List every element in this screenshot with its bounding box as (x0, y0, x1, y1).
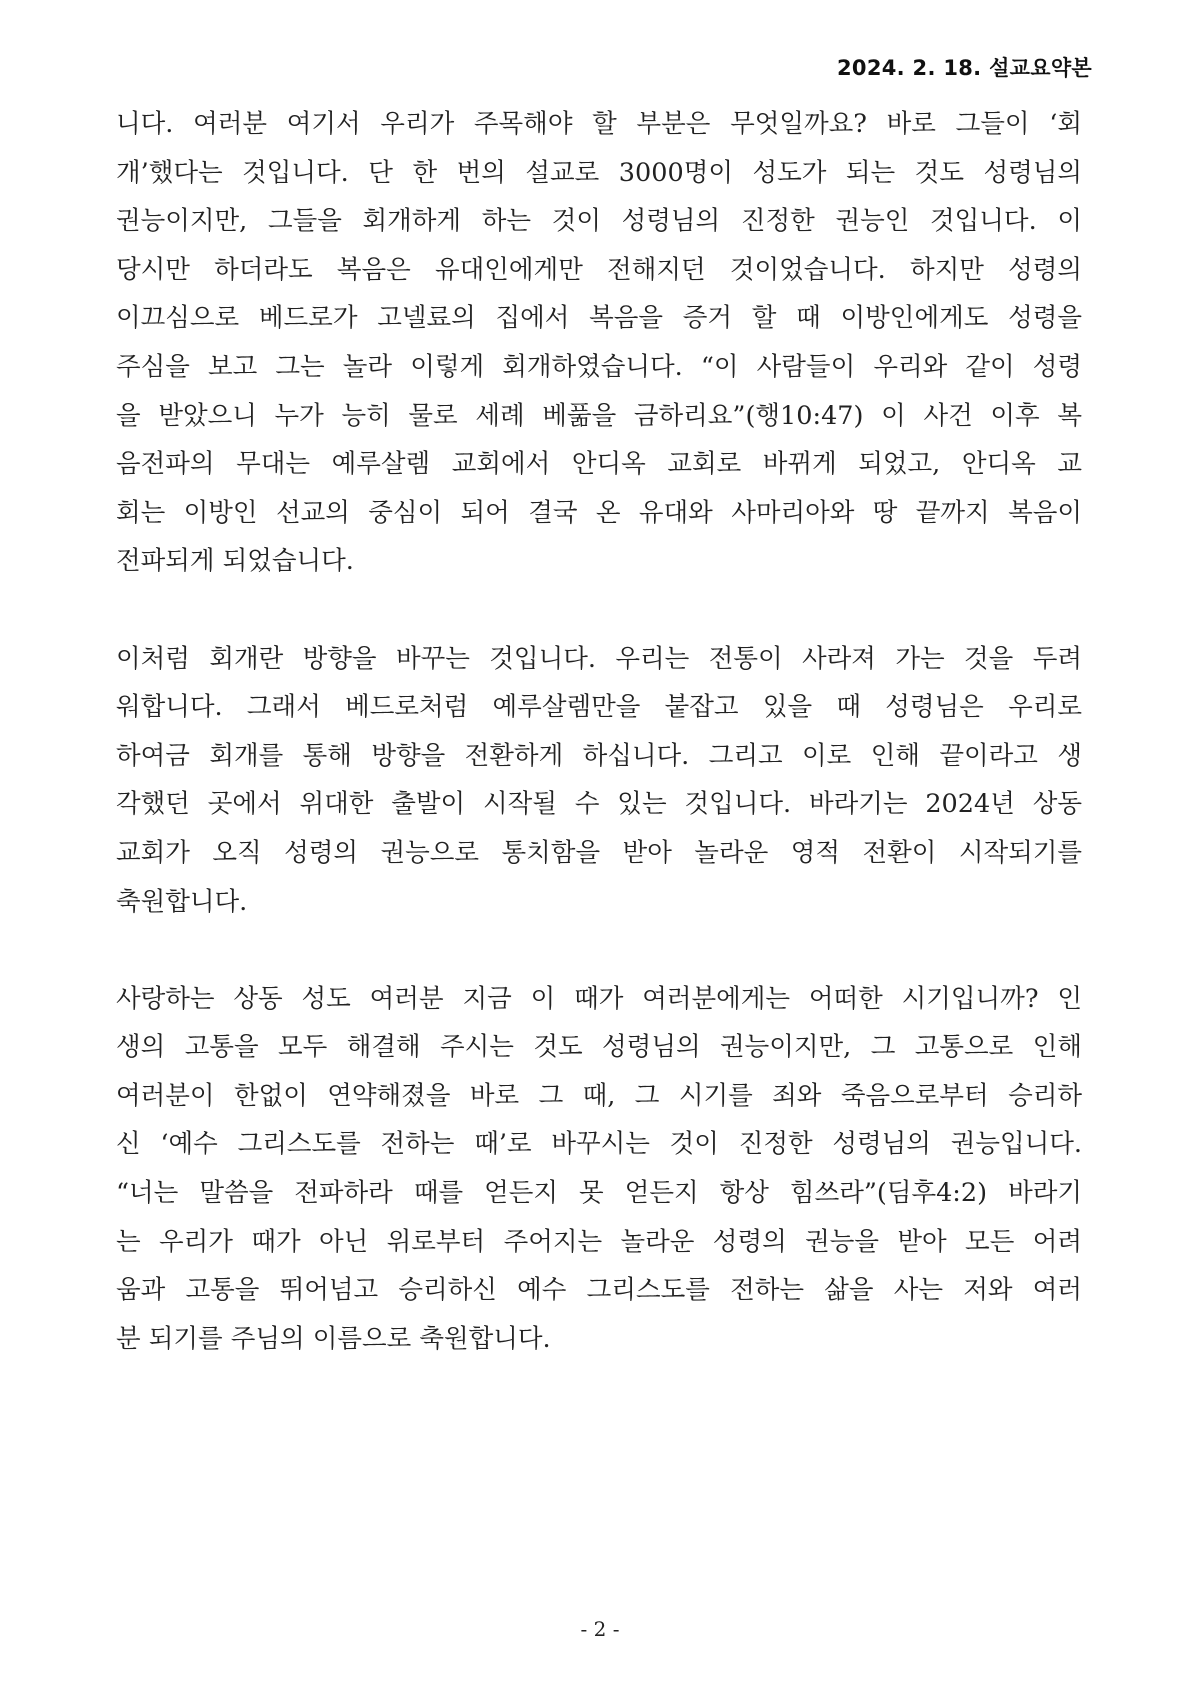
text-line: 개’했다는 것입니다. 단 한 번의 설교로 3000명이 성도가 되는 것도 성령님의 (116, 157, 1082, 188)
text-line: 워합니다. 그래서 베드로처럼 예루살렘만을 붙잡고 있을 때 성령님은 우리로 (116, 692, 1082, 723)
text-line: 생의 고통을 모두 해결해 주시는 것도 성령님의 권능이지만, 그 고통으로 인해 (116, 1032, 1082, 1063)
text-line: 전파되게 되었습니다. (116, 546, 354, 577)
text-line: 회는 이방인 선교의 중심이 되어 결국 온 유대와 사마리아와 땅 끝까지 복음이 (116, 497, 1082, 528)
sermon-body (116, 100, 1082, 1363)
document-header-title: 2024. 2. 18. 설교요약본 (837, 56, 1092, 80)
text-line: 이처럼 회개란 방향을 바꾸는 것입니다. 우리는 전통이 사라져 가는 것을 두려 (116, 643, 1082, 674)
text-line: 하여금 회개를 통해 방향을 전환하게 하십니다. 그리고 이로 인해 끝이라고 생 (116, 740, 1082, 771)
text-line: 분 되기를 주님의 이름으로 축원합니다. (116, 1323, 551, 1354)
text-line: 니다. 여러분 여기서 우리가 주목해야 할 부분은 무엇일까요? 바로 그들이 ‘회 (116, 109, 1082, 139)
text-line: 이끄심으로 베드로가 고넬료의 집에서 복음을 증거 할 때 이방인에게도 성령을 (116, 303, 1082, 334)
paragraph-gap (116, 586, 1082, 635)
paragraph (116, 975, 1082, 1364)
paragraph (116, 635, 1082, 927)
text-line: 각했던 곳에서 위대한 출발이 시작될 수 있는 것입니다. 바라기는 2024년 상동 (116, 789, 1082, 820)
text-line: 움과 고통을 뛰어넘고 승리하신 예수 그리스도를 전하는 삶을 사는 저와 여러 (116, 1275, 1082, 1306)
text-line: 교회가 오직 성령의 권능으로 통치함을 받아 놀라운 영적 전환이 시작되기를 (116, 837, 1082, 868)
text-line: 주심을 보고 그는 놀라 이렇게 회개하였습니다. “이 사람들이 우리와 같이 성령 (116, 351, 1082, 382)
text-line: 음전파의 무대는 예루살렘 교회에서 안디옥 교회로 바뀌게 되었고, 안디옥 교 (116, 449, 1082, 480)
text-line: 축원합니다. (116, 886, 248, 917)
paragraph-gap (116, 926, 1082, 975)
text-line: “너는 말씀을 전파하라 때를 얻든지 못 얻든지 항상 힘쓰라”(딤후4:2) 바라기 (116, 1178, 1082, 1209)
text-line: 는 우리가 때가 아닌 위로부터 주어지는 놀라운 성령의 권능을 받아 모든 어려 (116, 1226, 1082, 1257)
text-line: 여러분이 한없이 연약해졌을 바로 그 때, 그 시기를 죄와 죽음으로부터 승리하 (116, 1080, 1082, 1111)
text-line: 신 ‘예수 그리스도를 전하는 때’로 바꾸시는 것이 진정한 성령님의 권능입니다. (116, 1129, 1082, 1160)
page-number: - 2 - (580, 1617, 620, 1641)
text-line: 권능이지만, 그들을 회개하게 하는 것이 성령님의 진정한 권능인 것입니다. 이 (116, 206, 1082, 237)
text-line: 사랑하는 상동 성도 여러분 지금 이 때가 여러분에게는 어떠한 시기입니까? 인 (116, 983, 1082, 1014)
text-line: 당시만 하더라도 복음은 유대인에게만 전해지던 것이었습니다. 하지만 성령의 (116, 254, 1082, 285)
paragraph (116, 100, 1082, 586)
text-line: 을 받았으니 누가 능히 물로 세례 베풂을 금하리요”(행10:47) 이 사건 이후 복 (116, 400, 1082, 431)
